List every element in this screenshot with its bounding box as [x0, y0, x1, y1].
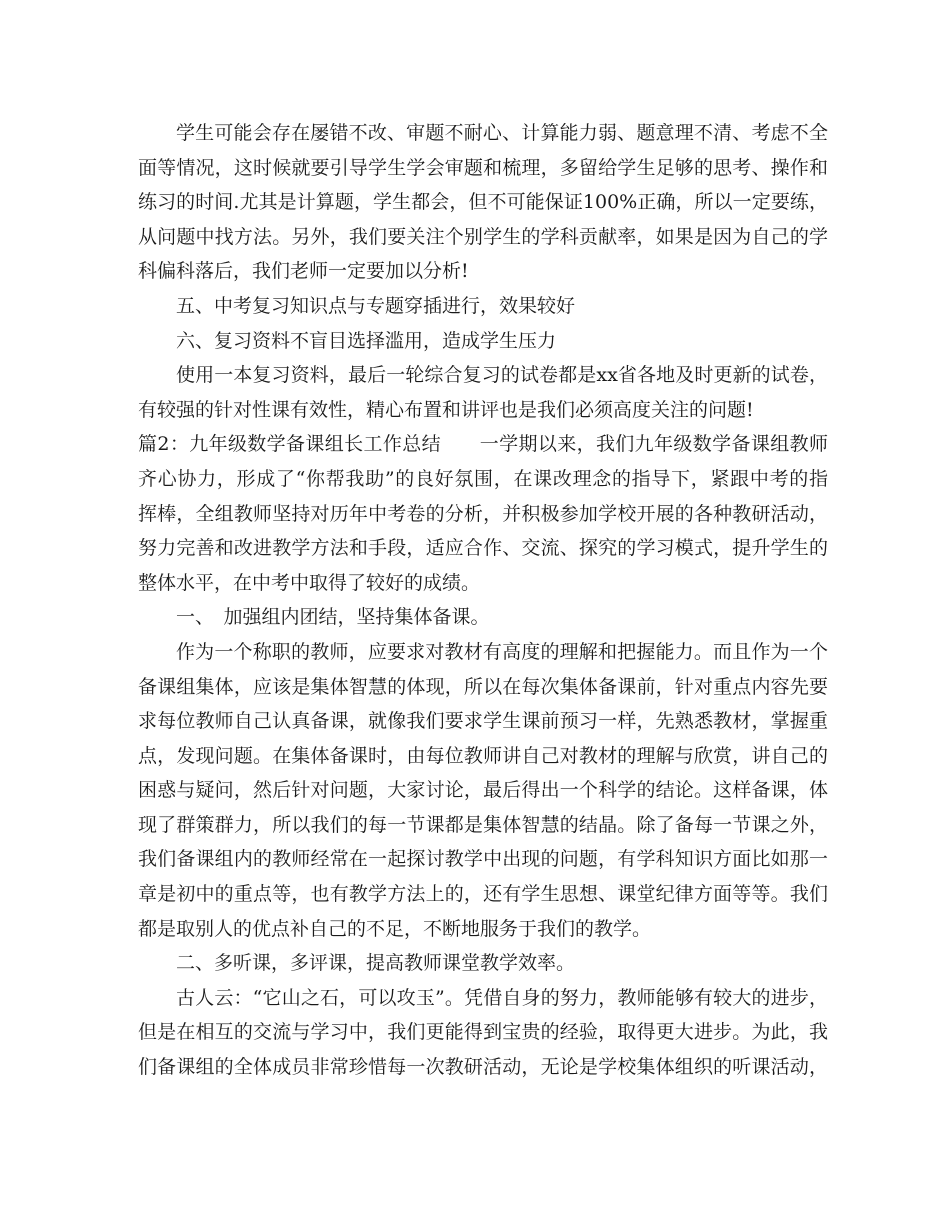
text-line: 们备课组的全体成员非常珍惜每一次教研活动，无论是学校集体组织的听课活动， — [138, 1056, 828, 1079]
text-line: 挥棒，全组教师坚持对历年中考卷的分析，并积极参加学校开展的各种教研活动， — [138, 502, 828, 525]
text-line: 作为一个称职的教师，应要求对教材有高度的理解和把握能力。而且作为一个 — [176, 640, 828, 663]
section-heading: 六、复习资料不盲目选择滥用，造成学生压力 — [176, 329, 557, 352]
text-line: 有较强的针对性课有效性，精心布置和讲评也是我们必须高度关注的问题! — [138, 398, 754, 421]
text-line: 齐心协力，形成了“你帮我助”的良好氛围，在课改理念的指导下，紧跟中考的指 — [138, 467, 828, 490]
text-line: 章是初中的重点等，也有教学方法上的，还有学生思想、课堂纪律方面等等。我们 — [138, 883, 828, 906]
text-line: 使用一本复习资料，最后一轮综合复习的试卷都是xx省各地及时更新的试卷， — [176, 364, 828, 387]
section-heading: 五、中考复习知识点与专题穿插进行，效果较好 — [176, 294, 576, 317]
text-line: 都是取别人的优点补自己的不足，不断地服务于我们的教学。 — [138, 917, 652, 940]
article-title-line: 篇2：九年级数学备课组长工作总结 一学期以来，我们九年级数学备课组教师 — [138, 433, 828, 456]
text-line: 困惑与疑问，然后针对问题，大家讨论，最后得出一个科学的结论。这样备课，体 — [138, 779, 828, 802]
text-line: 从问题中找方法。另外，我们要关注个别学生的学科贡献率，如果是因为自己的学 — [138, 225, 828, 248]
text-line: 我们备课组内的教师经常在一起探讨教学中出现的问题，有学科知识方面比如那一 — [138, 848, 828, 871]
text-line: 古人云：“它山之石，可以攻玉”。凭借自身的努力，教师能够有较大的进步， — [176, 986, 828, 1009]
section-heading: 二、多听课，多评课，提高教师课堂教学效率。 — [176, 952, 576, 975]
text-line: 面等情况，这时候就要引导学生学会审题和梳理，多留给学生足够的思考、操作和 — [138, 156, 828, 179]
text-line: 求每位教师自己认真备课，就像我们要求学生课前预习一样，先熟悉教材，掌握重 — [138, 710, 828, 733]
text-line: 努力完善和改进教学方法和手段，适应合作、交流、探究的学习模式，提升学生的 — [138, 537, 828, 560]
text-line: 点，发现问题。在集体备课时，由每位教师讲自己对教材的理解与欣赏，讲自己的 — [138, 744, 828, 767]
text-line: 学生可能会存在屡错不改、审题不耐心、计算能力弱、题意理不清、考虑不全 — [176, 122, 828, 144]
section-heading: 一、 加强组内团结，坚持集体备课。 — [176, 606, 490, 629]
text-line: 但是在相互的交流与学习中，我们更能得到宝贵的经验，取得更大进步。为此，我 — [138, 1021, 828, 1044]
text-line: 整体水平，在中考中取得了较好的成绩。 — [138, 571, 481, 594]
text-line: 练习的时间.尤其是计算题，学生都会，但不可能保证100%正确，所以一定要练， — [138, 191, 828, 214]
text-line: 现了群策群力，所以我们的每一节课都是集体智慧的结晶。除了备每一节课之外， — [138, 813, 828, 836]
text-line: 科偏科落后，我们老师一定要加以分析! — [138, 260, 469, 283]
document-body — [138, 116, 828, 1085]
text-line: 备课组集体，应该是集体智慧的体现，所以在每次集体备课前，针对重点内容先要 — [138, 675, 828, 698]
